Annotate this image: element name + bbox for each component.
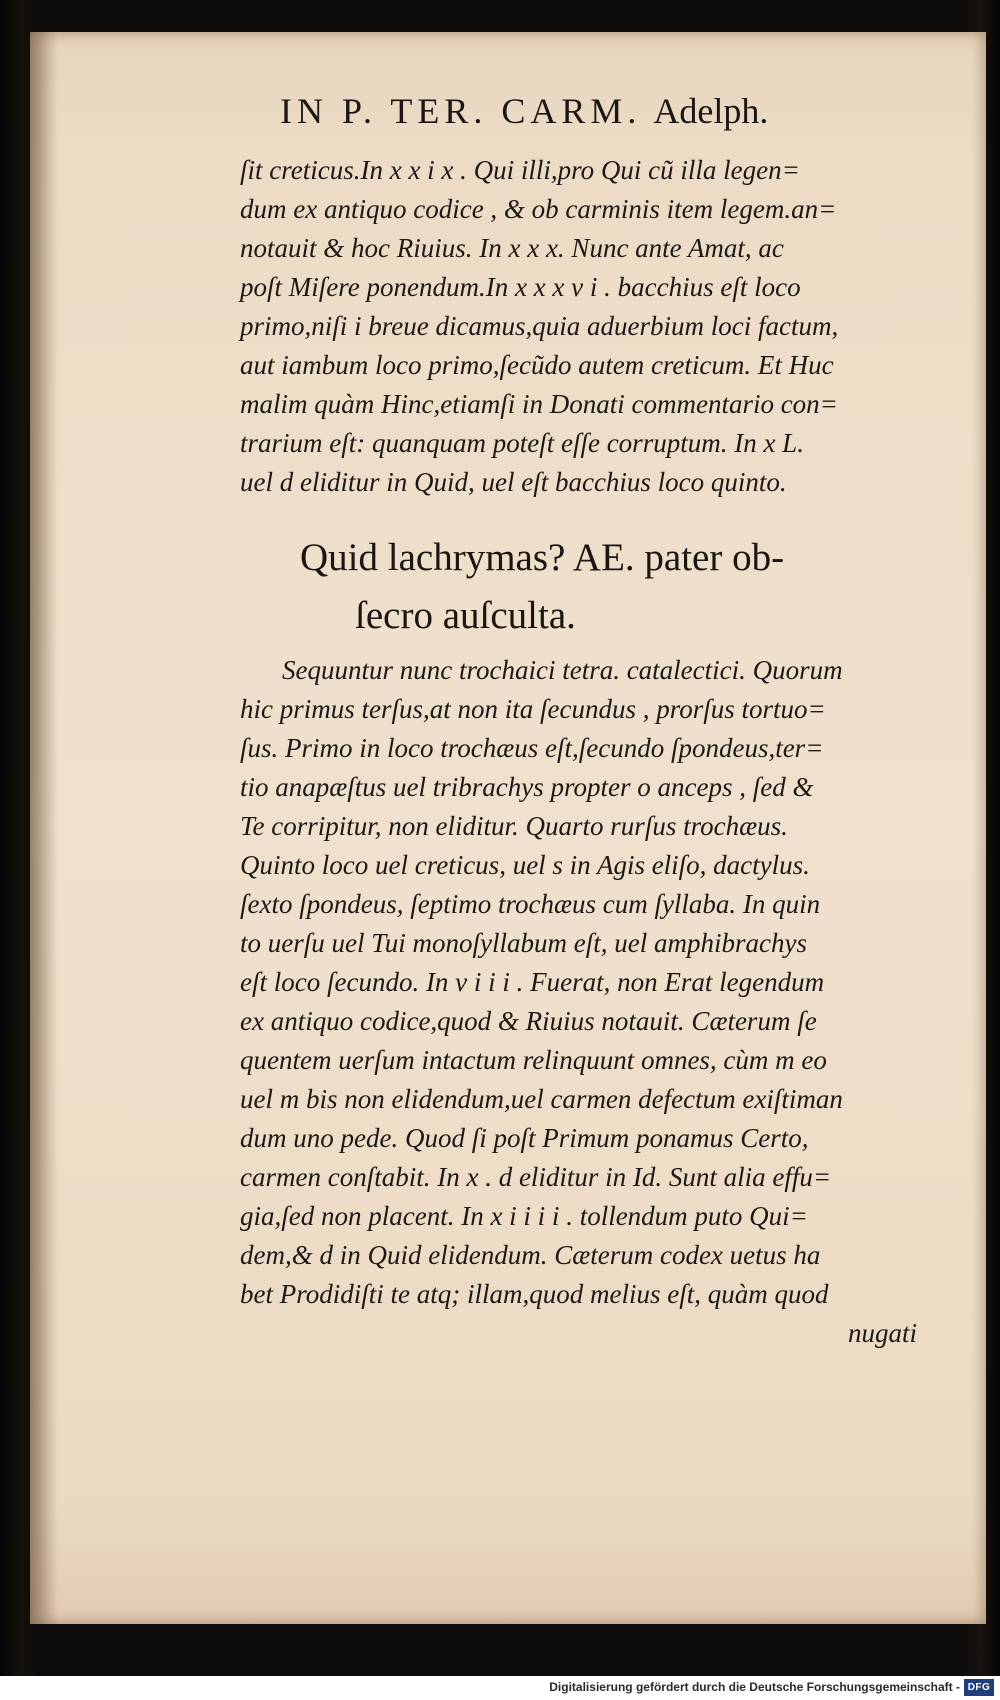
text-line: dum ex antiquo codice , & ob carminis item legem.an= [240,194,837,224]
text-line: carmen conſtabit. In x . d eliditur in Id. Sunt alia effu= [240,1162,832,1192]
digitization-credit: Digitalisierung gefördert durch die Deutsche Forschungsgemeinschaft - [549,1680,960,1694]
text-line: uel m bis non elidendum,uel carmen defectum exiſtiman [240,1084,843,1114]
text-line: ſexto ſpondeus, ſeptimo trochæus cum ſyllaba. In quin [240,889,821,919]
text-line: primo,niſi i breue dicamus,quia aduerbium loci factum, [240,311,839,341]
text-line: notauit & hoc Riuius. In x x x. Nunc ante Amat, ac [240,233,784,263]
gutter-shadow [30,32,58,1624]
text-line: malim quàm Hinc,etiamſi in Donati commentario con= [240,389,838,419]
text-line: ſus. Primo in loco trochæus eſt,ſecundo ſpondeus,ter= [240,733,824,763]
text-line: tio anapæſtus uel tribrachys propter o anceps , ſed & [240,772,814,802]
text-line: ex antiquo codice,quod & Riuius notauit. Cæterum ſe [240,1006,817,1036]
running-head-caps: IN P. TER. CARM. [280,91,642,131]
text-line: uel d eliditur in Quid, uel eſt bacchius loco quinto. [240,467,787,497]
dfg-logo: DFG [964,1679,994,1696]
catchword: nugati [848,1318,918,1348]
text-line: to uerſu uel Tui monoſyllabum eſt, uel amphibrachys [240,928,807,958]
text-line: dem,& d in Quid elidendum. Cæterum codex uetus ha [240,1240,821,1270]
text-line: bet Prodidiſti te atq; illam,quod melius eſt, quàm quod [240,1279,829,1309]
text-line: ſit creticus.In x x i x . Qui illi,pro Qui cũ illa legen= [240,155,800,185]
text-line: poſt Miſere ponendum.In x x x v i . bacchius eſt loco [240,272,801,302]
verse-lemma-line-1: Quid lachrymas? AE. pater ob- [300,536,785,579]
text-line: eſt loco ſecundo. In v i i i . Fuerat, non Erat legendum [240,967,825,997]
text-line: quentem uerſum intactum relinquunt omnes, cùm m eo [240,1045,827,1075]
text-line: aut iambum loco primo,ſecũdo autem creticum. Et Huc [240,350,834,380]
running-head [280,90,920,142]
text-line: Te corripitur, non eliditur. Quarto rurſus trochæus. [240,811,788,841]
text-line: Quinto loco uel creticus, uel s in Agis eliſo, dactylus. [240,850,810,880]
running-head-tail: Adelph. [653,91,769,131]
footer-strip [0,1676,1000,1700]
text-line: gia,ſed non placent. In x i i i i . tollendum puto Qui= [240,1201,808,1231]
text-line: dum uno pede. Quod ſi poſt Primum ponamus Certo, [240,1123,809,1153]
text-line: trarium eſt: quanquam poteſt eſſe corruptum. In x L. [240,428,804,458]
verse-lemma-line-2: ſecro auſculta. [355,594,576,637]
text-line: Sequuntur nunc trochaici tetra. catalectici. Quorum [282,655,843,685]
text-line: hic primus terſus,at non ita ſecundus , prorſus tortuo= [240,694,826,724]
